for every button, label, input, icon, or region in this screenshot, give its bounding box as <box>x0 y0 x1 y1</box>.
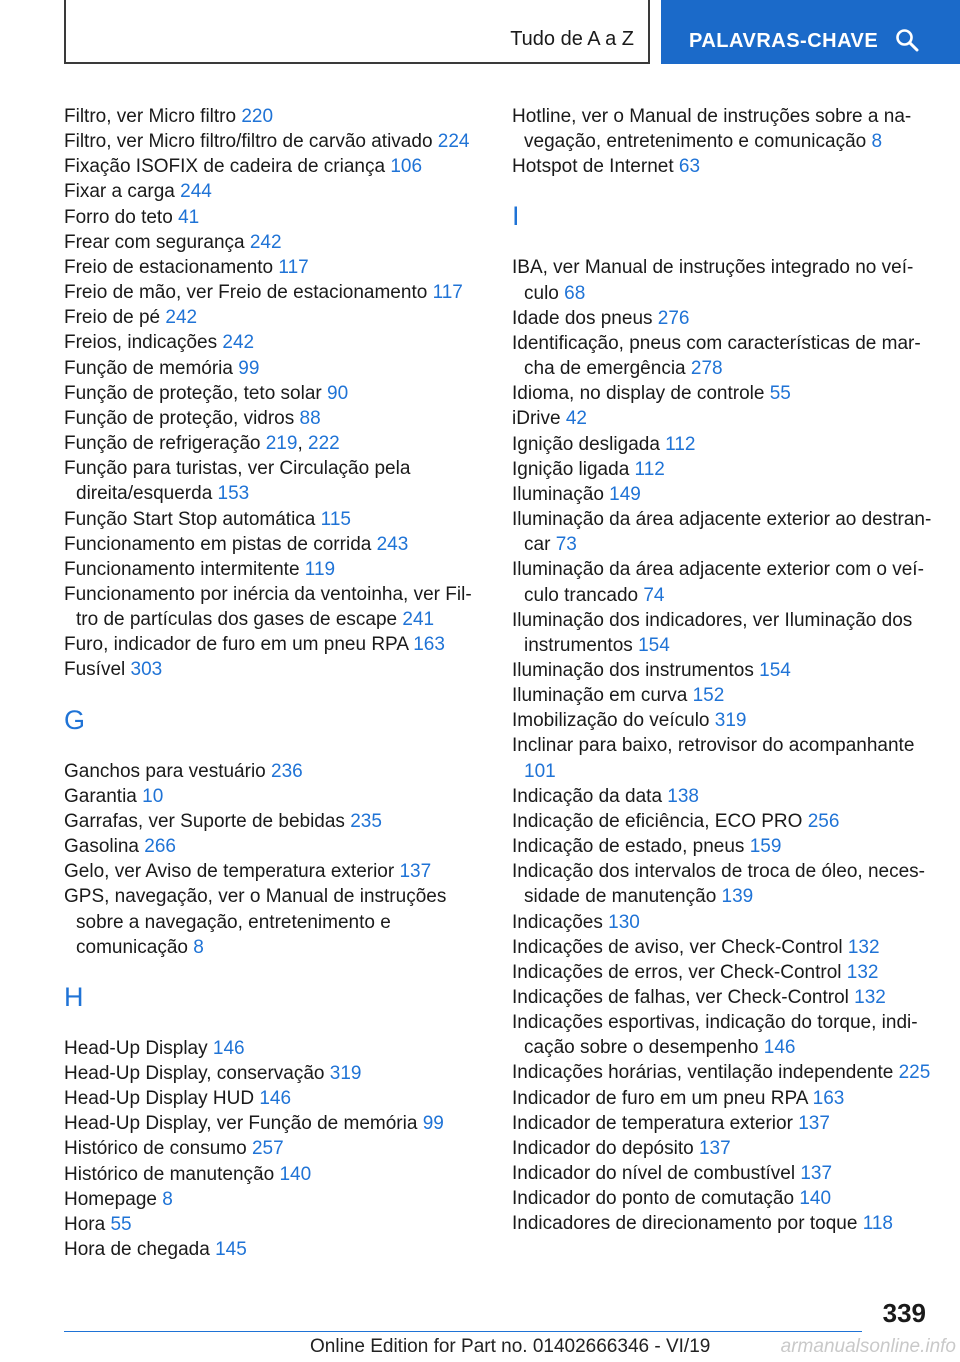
page-reference-link[interactable]: 153 <box>217 483 250 505</box>
index-entry-text: Iluminação dos indicadores, ver Iluminação dos instrumentos <box>512 609 913 656</box>
index-entry-text: Indicações esportivas, indicação do torque, indicação sobre o desempenho <box>512 1012 918 1059</box>
index-entry-text: Ignição desligada <box>512 433 660 455</box>
index-entry <box>64 255 476 280</box>
page-reference-link[interactable]: 117 <box>278 256 309 278</box>
section-letter: H <box>64 981 84 1012</box>
page-reference-link[interactable]: 106 <box>390 156 423 178</box>
index-entry-text: GPS, navegação, ver o Manual de instruções sobre a navegação, entretenimento e comunicação <box>64 886 447 958</box>
index-entry-text: Iluminação da área adjacente exterior com o veículo trancado <box>512 559 924 606</box>
index-entry-text: Freio de pé <box>64 307 161 329</box>
index-entry <box>512 154 932 179</box>
page-reference-link[interactable]: 146 <box>259 1088 292 1110</box>
page-reference-link[interactable]: 243 <box>376 533 409 555</box>
page-reference-link[interactable]: 117 <box>432 282 463 304</box>
page-reference-link[interactable]: 225 <box>898 1062 931 1084</box>
index-entry-text: Hotline, ver o Manual de instruções sobre a navegação, entretenimento e comunicação <box>512 106 912 153</box>
page-reference-link[interactable]: 42 <box>565 408 587 430</box>
index-entry-text: Iluminação em curva <box>512 685 688 707</box>
index-entry-text: Indicador do ponto de comutação <box>512 1188 795 1210</box>
index-entry-text: Fusível <box>64 659 126 681</box>
index-entry-text: Imobilização do veículo <box>512 710 710 732</box>
index-column-left <box>64 104 476 1262</box>
page-reference-link[interactable]: 163 <box>413 634 445 656</box>
index-entry <box>512 608 932 658</box>
index-entry <box>512 859 932 909</box>
index-entry-text: Funcionamento em pistas de corrida <box>64 533 372 555</box>
index-entry <box>64 330 476 355</box>
index-entry <box>512 1111 932 1136</box>
index-entry <box>512 985 932 1010</box>
page-reference-link[interactable]: 137 <box>698 1137 731 1159</box>
index-entry <box>512 1186 932 1211</box>
index-entry-text: Histórico de manutenção <box>64 1163 275 1185</box>
index-entry-text: Garantia <box>64 785 137 807</box>
page-reference-link[interactable]: 319 <box>329 1063 362 1084</box>
index-entry-text: Furo, indicador de furo em um pneu RPA <box>64 634 408 656</box>
page-reference-link[interactable]: 242 <box>222 332 255 354</box>
index-entry <box>64 1162 476 1187</box>
section-letter: I <box>512 201 520 232</box>
page-reference-link[interactable]: 236 <box>271 760 303 782</box>
index-entry-text: Indicador de temperatura exterior <box>512 1112 793 1134</box>
index-entry <box>64 179 476 204</box>
index-entry <box>512 406 932 431</box>
page-reference-link[interactable]: 220 <box>241 106 274 127</box>
header-title: Tudo de A a Z <box>510 28 634 50</box>
index-entry <box>512 1060 932 1085</box>
index-entry-text: Gasolina <box>64 836 139 858</box>
index-entry <box>64 507 476 532</box>
page-reference-link[interactable]: 132 <box>846 961 879 983</box>
index-entry-text: Indicações horárias, ventilação independente <box>512 1062 894 1084</box>
index-entry <box>64 809 476 834</box>
index-entry-text: Indicação de eficiência, ECO PRO <box>512 810 803 832</box>
index-entry <box>64 230 476 255</box>
index-entry <box>64 280 476 305</box>
index-entry <box>512 432 932 457</box>
index-entry-text: Head-Up Display, ver Função de memória <box>64 1113 418 1135</box>
header-title-box <box>64 0 650 64</box>
page-reference-link[interactable]: 8 <box>162 1188 173 1210</box>
index-entry <box>512 482 932 507</box>
index-entry-text: Filtro, ver Micro filtro/filtro de carvão ativado <box>64 131 433 153</box>
page-reference-link[interactable]: 115 <box>320 508 351 530</box>
index-entry-text: Freio de mão, ver Freio de estacionamento <box>64 282 428 304</box>
index-entry <box>64 381 476 406</box>
index-entry-text: Funcionamento por inércia da ventoinha, ver Filtro de partículas dos gases de escape <box>64 583 472 631</box>
index-entry <box>512 658 932 683</box>
index-entry-text: Freio de estacionamento <box>64 256 274 278</box>
index-entry <box>64 356 476 381</box>
page-reference-link[interactable]: 68 <box>564 282 586 304</box>
page-reference-link[interactable]: 132 <box>854 987 886 1008</box>
index-entry <box>64 1237 476 1262</box>
index-entry <box>512 255 932 305</box>
index-entry <box>64 1086 476 1111</box>
page-reference-link[interactable]: 219 <box>265 433 298 455</box>
index-entry-text: Indicador do depósito <box>512 1137 694 1159</box>
index-entry <box>512 708 932 733</box>
index-entry-text: Inclinar para baixo, retrovisor do acompanhante <box>512 735 915 757</box>
index-entry <box>512 733 932 783</box>
page-reference-link[interactable]: 119 <box>304 558 336 580</box>
page-reference-link[interactable]: 99 <box>422 1113 444 1135</box>
index-entry-text: Identificação, pneus com características de marcha de emergência <box>512 332 921 380</box>
index-entry-text: Indicação da data <box>512 785 663 807</box>
index-entry-text: Histórico de consumo <box>64 1138 247 1160</box>
section-letter: G <box>64 704 86 735</box>
index-entry <box>64 632 476 657</box>
index-entry-text: Fixar a carga <box>64 181 175 203</box>
page-reference-link[interactable]: 137 <box>800 1163 833 1185</box>
page-reference-link[interactable]: 138 <box>667 785 699 807</box>
page-reference-link[interactable]: 159 <box>749 836 782 858</box>
page-reference-link[interactable]: 154 <box>638 634 670 656</box>
index-entry <box>64 1036 476 1061</box>
page-reference-link[interactable]: 241 <box>402 609 435 631</box>
index-entry <box>64 582 476 632</box>
index-entry <box>64 456 476 506</box>
index-entry <box>512 306 932 331</box>
index-entry <box>64 305 476 330</box>
index-entry <box>64 1061 476 1086</box>
page-reference-link[interactable]: 112 <box>634 458 665 480</box>
index-entry <box>512 1161 932 1186</box>
index-entry-text: Indicações de erros, ver Check-Control <box>512 961 842 983</box>
index-entry <box>512 809 932 834</box>
page-reference-link[interactable]: 235 <box>350 810 382 832</box>
index-entry-text: Função de memória <box>64 357 233 379</box>
index-entry <box>64 1136 476 1161</box>
index-entry <box>512 935 932 960</box>
page-reference-link[interactable]: 112 <box>665 433 696 455</box>
page-reference-link[interactable]: 224 <box>437 131 470 153</box>
index-entry <box>64 557 476 582</box>
index-entry-text: Fixação ISOFIX de cadeira de criança <box>64 156 386 178</box>
page-reference-link[interactable]: 8 <box>193 936 204 958</box>
index-entry-text: Indicadores de direcionamento por toque <box>512 1213 858 1235</box>
index-entry-text: Hora de chegada <box>64 1239 210 1261</box>
keywords-button[interactable] <box>661 0 960 64</box>
index-entry-text: Função de refrigeração <box>64 433 261 455</box>
page-reference-link[interactable]: 137 <box>798 1112 830 1134</box>
index-entry <box>512 910 932 935</box>
page-reference-link[interactable]: 118 <box>862 1213 893 1235</box>
index-entry-text: Head-Up Display, conservação <box>64 1063 325 1084</box>
index-column-right <box>512 104 932 1237</box>
index-entry-text: Freios, indicações <box>64 332 218 354</box>
index-entry <box>64 1187 476 1212</box>
index-entry <box>64 205 476 230</box>
index-entry-text: Indicações de falhas, ver Check-Control <box>512 987 849 1008</box>
index-entry <box>512 784 932 809</box>
page-reference-link[interactable]: 101 <box>524 760 556 782</box>
index-entry <box>512 683 932 708</box>
page-reference-link[interactable]: 63 <box>678 156 701 178</box>
index-entry <box>64 129 476 154</box>
index-entry-text: Ignição ligada <box>512 458 630 480</box>
page-reference-link[interactable]: 41 <box>178 206 200 228</box>
index-entry-text: IBA, ver Manual de instruções integrado no veículo <box>512 257 914 304</box>
index-entry <box>512 104 932 154</box>
page-reference-link[interactable]: 55 <box>769 383 791 405</box>
index-entry-text: Indicação dos intervalos de troca de óleo, necessidade de manutenção <box>512 861 925 908</box>
page-reference-link[interactable]: 303 <box>130 659 163 681</box>
index-entry <box>512 1010 932 1060</box>
page-reference-link[interactable]: 278 <box>690 358 723 380</box>
page-reference-link[interactable]: 88 <box>299 407 321 429</box>
index-entry-text: Indicador do nível de combustível <box>512 1163 796 1185</box>
index-entry <box>64 532 476 557</box>
index-entry <box>64 884 476 959</box>
index-entry-text: Head-Up Display HUD <box>64 1088 255 1110</box>
page-reference-link[interactable]: 146 <box>212 1037 245 1059</box>
index-entry <box>512 1211 932 1236</box>
index-entry <box>64 759 476 784</box>
index-entry-text: Indicações <box>512 911 603 933</box>
index-entry <box>512 1136 932 1161</box>
keywords-button-label: PALAVRAS-CHAVE <box>689 30 879 52</box>
index-entry: Função de refrigeração 219, 222 <box>64 433 340 455</box>
index-entry-text: Ganchos para vestuário <box>64 760 266 782</box>
page-reference-link[interactable]: 163 <box>812 1087 845 1109</box>
index-entry-text: Iluminação da área adjacente exterior ao destrancar <box>512 509 932 556</box>
page-reference-link[interactable]: 90 <box>327 382 349 404</box>
index-entry <box>512 1086 932 1111</box>
index-entry-text: Função Start Stop automática <box>64 508 316 530</box>
index-entry <box>64 834 476 859</box>
index-entry-text: Gelo, ver Aviso de temperatura exterior <box>64 861 395 883</box>
footer-divider <box>64 1331 862 1332</box>
index-entry <box>64 406 476 431</box>
page-reference-link[interactable]: 132 <box>847 936 880 958</box>
index-entry-text: Head-Up Display <box>64 1037 208 1059</box>
index-entry <box>512 457 932 482</box>
page-reference-link[interactable]: 266 <box>144 836 176 858</box>
index-entry <box>64 1111 476 1136</box>
index-entry <box>64 154 476 179</box>
page-reference-link[interactable]: 140 <box>799 1188 832 1210</box>
page-reference-link[interactable]: 99 <box>238 357 260 379</box>
index-entry <box>512 381 932 406</box>
page-reference-link[interactable]: 257 <box>251 1138 284 1160</box>
index-entry-text: Forro do teto <box>64 206 173 228</box>
page-reference-link[interactable]: 242 <box>249 231 282 253</box>
edition-footer: Online Edition for Part no. 01402666346 - VI/19 <box>310 1336 711 1357</box>
page-reference-link[interactable]: 152 <box>692 685 725 707</box>
index-entry <box>64 657 476 682</box>
page-number: 339 <box>882 1298 926 1328</box>
index-entry-text: Indicação de estado, pneus <box>512 836 745 858</box>
page-reference-link[interactable]: 73 <box>555 534 577 556</box>
index-entry-text: Indicações de aviso, ver Check-Control <box>512 936 843 958</box>
page-reference-link[interactable]: 276 <box>657 307 690 329</box>
index-entry <box>64 1212 476 1237</box>
page-reference-link[interactable]: 222 <box>308 433 340 455</box>
index-entry-text: Função de proteção, vidros <box>64 407 295 429</box>
index-entry-text: Filtro, ver Micro filtro <box>64 106 237 127</box>
page-reference-link[interactable]: 55 <box>110 1213 132 1235</box>
index-entry-text: Idioma, no display de controle <box>512 383 765 405</box>
index-entry-text: Frear com segurança <box>64 231 245 253</box>
index-entry-text: Iluminação dos instrumentos <box>512 659 754 681</box>
page-reference-link[interactable]: 319 <box>714 710 747 732</box>
index-entry <box>64 784 476 809</box>
watermark: armanualsonline.info <box>780 1336 956 1357</box>
index-entry <box>512 507 932 557</box>
index-entry <box>512 960 932 985</box>
index-entry <box>512 557 932 607</box>
index-entry-text: Indicador de furo em um pneu RPA <box>512 1087 808 1109</box>
index-entry <box>64 104 476 129</box>
index-entry-text: Função de proteção, teto solar <box>64 382 322 404</box>
page-reference-link[interactable]: 154 <box>759 659 791 681</box>
page-reference-link[interactable]: 242 <box>165 307 198 329</box>
index-entry-text: iDrive <box>512 408 561 430</box>
index-entry-text: Homepage <box>64 1188 157 1210</box>
page-reference-link[interactable]: 145 <box>215 1239 247 1261</box>
index-entry-text: Função para turistas, ver Circulação pela direita/esquerda <box>64 458 411 505</box>
search-icon <box>895 28 919 52</box>
page-reference-link[interactable]: 146 <box>763 1037 796 1059</box>
page-reference-link[interactable]: 130 <box>608 911 640 933</box>
index-entry-text: Hora <box>64 1213 106 1235</box>
index-entry-text: Idade dos pneus <box>512 307 653 329</box>
page-reference-link[interactable]: 140 <box>279 1163 312 1185</box>
page-reference-link[interactable]: 149 <box>609 483 641 505</box>
page-reference-link[interactable]: 8 <box>871 131 883 153</box>
page-reference-link[interactable]: 74 <box>643 584 665 606</box>
index-entry <box>64 859 476 884</box>
index-entry-text: Hotspot de Internet <box>512 156 674 178</box>
index-entry-text: Garrafas, ver Suporte de bebidas <box>64 810 345 832</box>
index-entry-text: Iluminação <box>512 483 604 505</box>
index-entry <box>512 834 932 859</box>
page-reference-link[interactable]: 139 <box>721 886 754 908</box>
page-reference-link[interactable]: 10 <box>142 785 164 807</box>
index-entry-text: Funcionamento intermitente <box>64 558 300 580</box>
index-entry <box>512 331 932 381</box>
page-reference-link[interactable]: 244 <box>180 181 212 203</box>
page-reference-link[interactable]: 256 <box>807 810 840 832</box>
page-reference-link[interactable]: 137 <box>399 861 432 883</box>
